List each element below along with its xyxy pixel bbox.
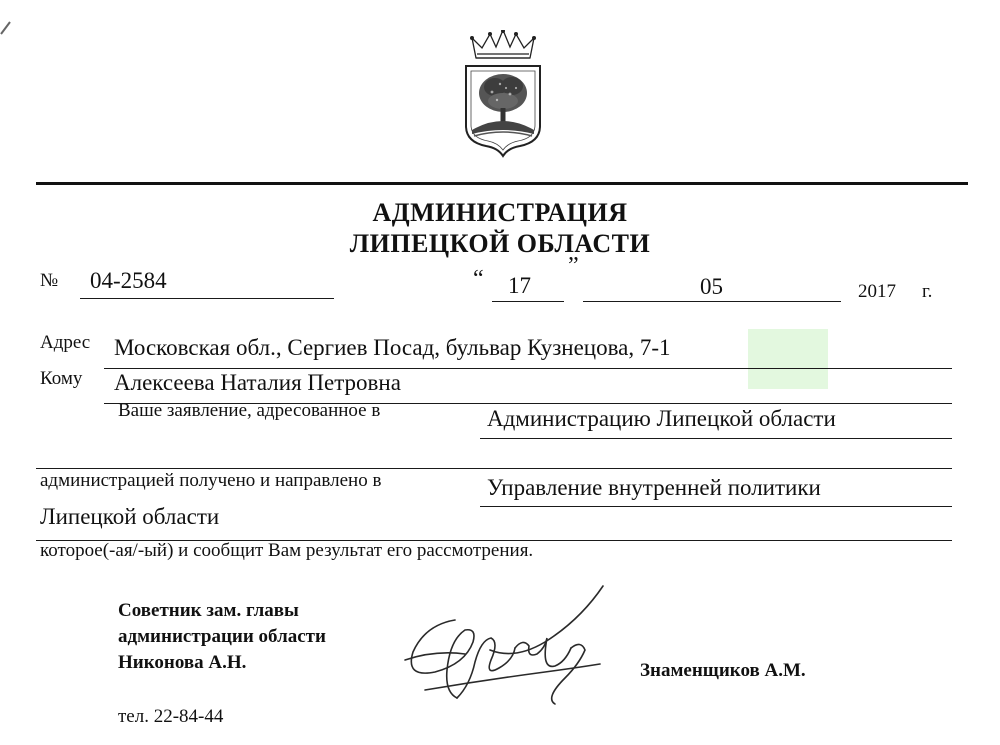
recipient-label: Кому — [40, 368, 83, 389]
blank-underline — [36, 468, 952, 469]
addressee-underline — [480, 438, 952, 439]
phone-number: тел. 22-84-44 — [118, 706, 224, 727]
address-value: Московская обл., Сергиев Посад, бульвар Кузнецова, 7-1 — [114, 335, 671, 360]
date-open-quote: “ — [473, 266, 484, 292]
forwarded-to-line1: Управление внутренней политики — [487, 475, 821, 500]
executor-name: Знаменщиков А.М. — [640, 660, 806, 681]
signatory-title-line2: администрации области — [118, 626, 326, 647]
number-underline — [80, 298, 334, 299]
address-underline — [104, 368, 952, 369]
document-number: 04-2584 — [90, 268, 167, 293]
signatory-name: Никонова А.Н. — [118, 652, 247, 673]
org-name-line1: АДМИНИСТРАЦИЯ — [372, 198, 628, 227]
scan-corner-mark — [0, 20, 14, 36]
date-close-quote: ” — [568, 253, 579, 279]
number-label: № — [40, 270, 59, 291]
day-underline — [492, 301, 564, 302]
forwarded-to-line2: Липецкой области — [40, 504, 220, 529]
signatory-title-line1: Советник зам. главы — [118, 600, 299, 621]
header-rule — [36, 182, 968, 185]
signatory-block — [118, 598, 326, 676]
date-month: 05 — [700, 274, 723, 299]
org-name-line2: ЛИПЕЦКОЙ ОБЛАСТИ — [349, 229, 651, 258]
forwarded-underline1 — [480, 506, 952, 507]
date-day: 17 — [508, 273, 531, 298]
closing-text: которое(-ая/-ый) и сообщит Вам результат его рассмотрения. — [40, 540, 534, 561]
recipient-value: Алексеева Наталия Петровна — [114, 370, 401, 395]
date-year: 2017 — [858, 281, 896, 302]
redaction-patch — [748, 329, 828, 389]
coat-of-arms-emblem — [458, 30, 548, 158]
statement-addressee: Администрацию Липецкой области — [487, 406, 836, 431]
handwritten-signature — [395, 580, 625, 720]
received-label: администрацией получено и направлено в — [40, 470, 382, 491]
address-label: Адрес — [40, 332, 91, 353]
month-underline — [583, 301, 841, 302]
date-year-suffix: г. — [922, 281, 933, 302]
statement-prefix: Ваше заявление, адресованное в — [118, 400, 381, 421]
